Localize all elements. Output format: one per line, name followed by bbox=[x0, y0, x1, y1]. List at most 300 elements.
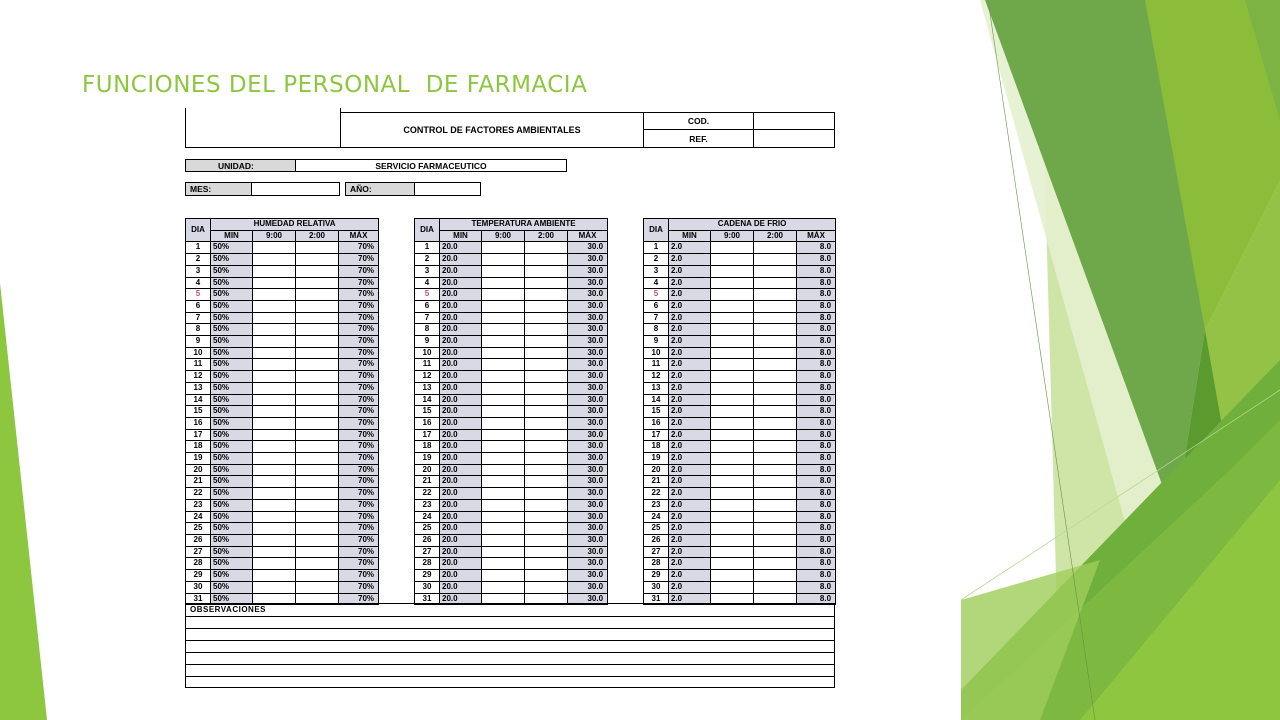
min-cell: 50% bbox=[211, 336, 253, 348]
reading-200-cell[interactable] bbox=[754, 558, 797, 570]
reading-200-cell[interactable] bbox=[754, 488, 797, 500]
observaciones-box[interactable] bbox=[185, 603, 835, 688]
min-cell: 20.0 bbox=[440, 254, 482, 266]
min-cell: 50% bbox=[211, 499, 253, 511]
day-cell: 19 bbox=[644, 453, 669, 465]
reading-200-cell[interactable] bbox=[754, 265, 797, 277]
reading-200-cell[interactable] bbox=[754, 394, 797, 406]
reading-900-cell[interactable] bbox=[482, 488, 525, 500]
reading-900-cell[interactable] bbox=[253, 570, 296, 582]
reading-900-cell[interactable] bbox=[711, 394, 754, 406]
day-cell: 6 bbox=[415, 300, 440, 312]
reading-200-cell[interactable] bbox=[754, 581, 797, 593]
reading-900-cell[interactable] bbox=[253, 254, 296, 266]
cod-value-field[interactable] bbox=[753, 112, 835, 130]
anio-field[interactable] bbox=[414, 182, 481, 196]
min-cell: 20.0 bbox=[440, 534, 482, 546]
observaciones-line bbox=[186, 628, 834, 629]
reading-200-cell[interactable] bbox=[754, 476, 797, 488]
reading-200-cell[interactable] bbox=[296, 523, 339, 535]
reading-900-cell[interactable] bbox=[253, 441, 296, 453]
min-cell: 2.0 bbox=[669, 441, 711, 453]
reading-900-cell[interactable] bbox=[253, 546, 296, 558]
reading-900-cell[interactable] bbox=[482, 511, 525, 523]
day-cell: 25 bbox=[644, 523, 669, 535]
table-row bbox=[415, 581, 608, 593]
reading-200-cell[interactable] bbox=[754, 371, 797, 383]
table-row bbox=[415, 570, 608, 582]
reading-200-cell[interactable] bbox=[525, 417, 568, 429]
reading-200-cell[interactable] bbox=[296, 371, 339, 383]
reading-900-cell[interactable] bbox=[482, 464, 525, 476]
table-row bbox=[415, 289, 608, 301]
max-header: MÁX bbox=[568, 230, 608, 242]
reading-900-cell[interactable] bbox=[482, 417, 525, 429]
min-cell: 20.0 bbox=[440, 265, 482, 277]
reading-900-cell[interactable] bbox=[482, 254, 525, 266]
reading-900-cell[interactable] bbox=[253, 406, 296, 418]
min-cell: 50% bbox=[211, 406, 253, 418]
table-row bbox=[644, 347, 836, 359]
reading-900-cell[interactable] bbox=[711, 558, 754, 570]
reading-200-cell[interactable] bbox=[525, 300, 568, 312]
reading-900-cell[interactable] bbox=[711, 254, 754, 266]
reading-900-cell[interactable] bbox=[482, 324, 525, 336]
table-row bbox=[415, 464, 608, 476]
reading-900-cell[interactable] bbox=[711, 289, 754, 301]
reading-900-cell[interactable] bbox=[482, 371, 525, 383]
max-cell: 70% bbox=[339, 464, 379, 476]
reading-200-cell[interactable] bbox=[525, 406, 568, 418]
day-cell: 31 bbox=[186, 593, 211, 605]
reading-900-cell[interactable] bbox=[711, 359, 754, 371]
reading-900-cell[interactable] bbox=[711, 371, 754, 383]
reading-900-cell[interactable] bbox=[253, 242, 296, 254]
reading-200-cell[interactable] bbox=[525, 511, 568, 523]
reading-900-cell[interactable] bbox=[711, 406, 754, 418]
day-cell: 22 bbox=[415, 488, 440, 500]
max-cell: 70% bbox=[339, 476, 379, 488]
reading-200-cell[interactable] bbox=[525, 441, 568, 453]
reading-200-cell[interactable] bbox=[525, 336, 568, 348]
reading-200-cell[interactable] bbox=[754, 382, 797, 394]
max-cell: 30.0 bbox=[568, 570, 608, 582]
reading-200-cell[interactable] bbox=[525, 382, 568, 394]
reading-200-cell[interactable] bbox=[525, 359, 568, 371]
day-cell: 19 bbox=[186, 453, 211, 465]
reading-900-cell[interactable] bbox=[253, 476, 296, 488]
max-cell: 8.0 bbox=[797, 464, 836, 476]
reading-200-cell[interactable] bbox=[296, 277, 339, 289]
reading-200-cell[interactable] bbox=[754, 453, 797, 465]
reading-200-cell[interactable] bbox=[754, 511, 797, 523]
reading-200-cell[interactable] bbox=[754, 324, 797, 336]
reading-900-cell[interactable] bbox=[482, 570, 525, 582]
table-title: CADENA DE FRIO bbox=[669, 219, 836, 231]
reading-200-cell[interactable] bbox=[525, 371, 568, 383]
reading-900-cell[interactable] bbox=[253, 453, 296, 465]
reading-900-cell[interactable] bbox=[253, 523, 296, 535]
reading-200-cell[interactable] bbox=[525, 429, 568, 441]
reading-900-cell[interactable] bbox=[482, 558, 525, 570]
reading-900-cell[interactable] bbox=[711, 277, 754, 289]
day-cell: 7 bbox=[415, 312, 440, 324]
max-cell: 30.0 bbox=[568, 476, 608, 488]
day-cell: 18 bbox=[644, 441, 669, 453]
reading-900-cell[interactable] bbox=[253, 499, 296, 511]
reading-900-cell[interactable] bbox=[711, 581, 754, 593]
day-cell: 29 bbox=[644, 570, 669, 582]
reading-200-cell[interactable] bbox=[754, 254, 797, 266]
reading-200-cell[interactable] bbox=[754, 312, 797, 324]
reading-200-cell[interactable] bbox=[754, 534, 797, 546]
reading-900-cell[interactable] bbox=[711, 511, 754, 523]
reading-900-cell[interactable] bbox=[482, 476, 525, 488]
table-row bbox=[644, 546, 836, 558]
reading-200-cell[interactable] bbox=[296, 464, 339, 476]
reading-200-cell[interactable] bbox=[754, 347, 797, 359]
day-cell: 5 bbox=[186, 289, 211, 301]
reading-900-cell[interactable] bbox=[482, 336, 525, 348]
min-cell: 20.0 bbox=[440, 312, 482, 324]
max-cell: 70% bbox=[339, 558, 379, 570]
dia-header: DIA bbox=[415, 219, 440, 242]
max-cell: 8.0 bbox=[797, 570, 836, 582]
reading-200-cell[interactable] bbox=[296, 289, 339, 301]
reading-200-cell[interactable] bbox=[754, 417, 797, 429]
reading-200-cell[interactable] bbox=[525, 289, 568, 301]
reading-900-cell[interactable] bbox=[711, 324, 754, 336]
reading-200-cell[interactable] bbox=[525, 499, 568, 511]
reading-900-cell[interactable] bbox=[253, 558, 296, 570]
min-cell: 50% bbox=[211, 289, 253, 301]
reading-200-cell[interactable] bbox=[525, 394, 568, 406]
reading-900-cell[interactable] bbox=[711, 382, 754, 394]
reading-200-cell[interactable] bbox=[525, 558, 568, 570]
day-cell: 26 bbox=[186, 534, 211, 546]
min-cell: 50% bbox=[211, 277, 253, 289]
table-row bbox=[644, 558, 836, 570]
reading-900-cell[interactable] bbox=[711, 417, 754, 429]
reading-200-cell[interactable] bbox=[296, 347, 339, 359]
reading-200-cell[interactable] bbox=[754, 277, 797, 289]
col-200-header: 2:00 bbox=[525, 230, 568, 242]
reading-900-cell[interactable] bbox=[482, 499, 525, 511]
reading-200-cell[interactable] bbox=[525, 534, 568, 546]
reading-200-cell[interactable] bbox=[296, 324, 339, 336]
reading-200-cell[interactable] bbox=[296, 382, 339, 394]
dia-header: DIA bbox=[644, 219, 669, 242]
reading-900-cell[interactable] bbox=[253, 417, 296, 429]
reading-900-cell[interactable] bbox=[482, 312, 525, 324]
reading-900-cell[interactable] bbox=[711, 488, 754, 500]
temperatura-ambiente-table bbox=[414, 218, 608, 605]
reading-900-cell[interactable] bbox=[482, 534, 525, 546]
reading-900-cell[interactable] bbox=[482, 300, 525, 312]
reading-900-cell[interactable] bbox=[253, 289, 296, 301]
observaciones-line bbox=[186, 616, 834, 617]
reading-900-cell[interactable] bbox=[711, 476, 754, 488]
table-row bbox=[415, 265, 608, 277]
reading-900-cell[interactable] bbox=[711, 441, 754, 453]
reading-200-cell[interactable] bbox=[754, 523, 797, 535]
reading-200-cell[interactable] bbox=[525, 242, 568, 254]
reading-200-cell[interactable] bbox=[754, 570, 797, 582]
day-cell: 6 bbox=[644, 300, 669, 312]
reading-900-cell[interactable] bbox=[482, 242, 525, 254]
min-cell: 20.0 bbox=[440, 289, 482, 301]
reading-900-cell[interactable] bbox=[253, 429, 296, 441]
min-cell: 2.0 bbox=[669, 347, 711, 359]
day-cell: 21 bbox=[186, 476, 211, 488]
reading-200-cell[interactable] bbox=[296, 441, 339, 453]
day-cell: 10 bbox=[644, 347, 669, 359]
reading-200-cell[interactable] bbox=[296, 581, 339, 593]
reading-200-cell[interactable] bbox=[296, 558, 339, 570]
max-cell: 70% bbox=[339, 336, 379, 348]
reading-200-cell[interactable] bbox=[296, 488, 339, 500]
day-cell: 2 bbox=[186, 254, 211, 266]
reading-200-cell[interactable] bbox=[525, 254, 568, 266]
reading-200-cell[interactable] bbox=[525, 277, 568, 289]
reading-900-cell[interactable] bbox=[482, 265, 525, 277]
reading-200-cell[interactable] bbox=[296, 300, 339, 312]
table-row bbox=[186, 324, 379, 336]
reading-900-cell[interactable] bbox=[253, 265, 296, 277]
day-cell: 30 bbox=[186, 581, 211, 593]
reading-900-cell[interactable] bbox=[253, 488, 296, 500]
table-row bbox=[644, 429, 836, 441]
table-title: TEMPERATURA AMBIENTE bbox=[440, 219, 608, 231]
min-cell: 50% bbox=[211, 324, 253, 336]
table-row bbox=[186, 300, 379, 312]
max-cell: 70% bbox=[339, 265, 379, 277]
reading-900-cell[interactable] bbox=[253, 347, 296, 359]
mes-field[interactable] bbox=[251, 182, 340, 196]
day-cell: 24 bbox=[415, 511, 440, 523]
col-900-header: 9:00 bbox=[253, 230, 296, 242]
max-cell: 30.0 bbox=[568, 499, 608, 511]
max-cell: 8.0 bbox=[797, 417, 836, 429]
day-cell: 21 bbox=[415, 476, 440, 488]
reading-200-cell[interactable] bbox=[754, 359, 797, 371]
max-cell: 70% bbox=[339, 300, 379, 312]
max-cell: 8.0 bbox=[797, 336, 836, 348]
observaciones-line bbox=[186, 640, 834, 641]
reading-900-cell[interactable] bbox=[711, 534, 754, 546]
min-cell: 50% bbox=[211, 581, 253, 593]
reading-200-cell[interactable] bbox=[525, 581, 568, 593]
reading-200-cell[interactable] bbox=[296, 570, 339, 582]
reading-900-cell[interactable] bbox=[482, 382, 525, 394]
ref-value-field[interactable] bbox=[753, 129, 835, 148]
max-cell: 30.0 bbox=[568, 254, 608, 266]
reading-200-cell[interactable] bbox=[754, 300, 797, 312]
reading-900-cell[interactable] bbox=[253, 581, 296, 593]
table-row bbox=[644, 406, 836, 418]
reading-200-cell[interactable] bbox=[296, 534, 339, 546]
max-cell: 30.0 bbox=[568, 394, 608, 406]
reading-900-cell[interactable] bbox=[253, 277, 296, 289]
reading-900-cell[interactable] bbox=[253, 371, 296, 383]
max-cell: 70% bbox=[339, 453, 379, 465]
min-cell: 2.0 bbox=[669, 417, 711, 429]
reading-900-cell[interactable] bbox=[253, 312, 296, 324]
reading-900-cell[interactable] bbox=[482, 453, 525, 465]
reading-900-cell[interactable] bbox=[711, 312, 754, 324]
max-cell: 8.0 bbox=[797, 359, 836, 371]
reading-200-cell[interactable] bbox=[525, 464, 568, 476]
min-cell: 20.0 bbox=[440, 581, 482, 593]
reading-200-cell[interactable] bbox=[296, 265, 339, 277]
max-cell: 70% bbox=[339, 546, 379, 558]
reading-200-cell[interactable] bbox=[525, 453, 568, 465]
reading-900-cell[interactable] bbox=[711, 523, 754, 535]
reading-900-cell[interactable] bbox=[253, 464, 296, 476]
reading-900-cell[interactable] bbox=[711, 453, 754, 465]
reading-900-cell[interactable] bbox=[253, 324, 296, 336]
reading-200-cell[interactable] bbox=[754, 546, 797, 558]
reading-900-cell[interactable] bbox=[253, 394, 296, 406]
table-row bbox=[415, 558, 608, 570]
table-row bbox=[186, 523, 379, 535]
min-cell: 20.0 bbox=[440, 476, 482, 488]
min-cell: 20.0 bbox=[440, 242, 482, 254]
reading-200-cell[interactable] bbox=[296, 429, 339, 441]
max-cell: 8.0 bbox=[797, 511, 836, 523]
table-row bbox=[644, 534, 836, 546]
day-cell: 15 bbox=[415, 406, 440, 418]
reading-200-cell[interactable] bbox=[525, 546, 568, 558]
col-900-header: 9:00 bbox=[711, 230, 754, 242]
reading-900-cell[interactable] bbox=[253, 359, 296, 371]
reading-200-cell[interactable] bbox=[525, 324, 568, 336]
reading-200-cell[interactable] bbox=[296, 417, 339, 429]
reading-900-cell[interactable] bbox=[253, 382, 296, 394]
reading-900-cell[interactable] bbox=[482, 441, 525, 453]
max-cell: 8.0 bbox=[797, 347, 836, 359]
table-row bbox=[415, 453, 608, 465]
day-cell: 17 bbox=[644, 429, 669, 441]
reading-200-cell[interactable] bbox=[525, 570, 568, 582]
reading-200-cell[interactable] bbox=[754, 429, 797, 441]
reading-200-cell[interactable] bbox=[525, 488, 568, 500]
table-row bbox=[644, 336, 836, 348]
reading-200-cell[interactable] bbox=[296, 312, 339, 324]
reading-900-cell[interactable] bbox=[711, 429, 754, 441]
table-row bbox=[415, 476, 608, 488]
day-cell: 20 bbox=[186, 464, 211, 476]
day-cell: 4 bbox=[644, 277, 669, 289]
reading-900-cell[interactable] bbox=[711, 546, 754, 558]
reading-900-cell[interactable] bbox=[482, 546, 525, 558]
reading-200-cell[interactable] bbox=[525, 523, 568, 535]
reading-900-cell[interactable] bbox=[253, 336, 296, 348]
reading-900-cell[interactable] bbox=[711, 347, 754, 359]
reading-900-cell[interactable] bbox=[711, 242, 754, 254]
min-cell: 50% bbox=[211, 242, 253, 254]
reading-200-cell[interactable] bbox=[754, 289, 797, 301]
day-cell: 30 bbox=[415, 581, 440, 593]
reading-900-cell[interactable] bbox=[711, 499, 754, 511]
reading-200-cell[interactable] bbox=[296, 511, 339, 523]
reading-200-cell[interactable] bbox=[296, 546, 339, 558]
reading-900-cell[interactable] bbox=[482, 394, 525, 406]
reading-900-cell[interactable] bbox=[482, 359, 525, 371]
reading-200-cell[interactable] bbox=[754, 406, 797, 418]
reading-900-cell[interactable] bbox=[482, 406, 525, 418]
reading-900-cell[interactable] bbox=[253, 534, 296, 546]
day-cell: 23 bbox=[186, 499, 211, 511]
reading-900-cell[interactable] bbox=[253, 300, 296, 312]
reading-900-cell[interactable] bbox=[482, 429, 525, 441]
reading-900-cell[interactable] bbox=[482, 523, 525, 535]
min-cell: 50% bbox=[211, 570, 253, 582]
reading-900-cell[interactable] bbox=[482, 347, 525, 359]
reading-900-cell[interactable] bbox=[482, 277, 525, 289]
table-row bbox=[415, 523, 608, 535]
day-cell: 31 bbox=[415, 593, 440, 605]
reading-200-cell[interactable] bbox=[296, 476, 339, 488]
reading-200-cell[interactable] bbox=[525, 347, 568, 359]
reading-900-cell[interactable] bbox=[711, 464, 754, 476]
table-row bbox=[415, 371, 608, 383]
reading-200-cell[interactable] bbox=[754, 441, 797, 453]
reading-900-cell[interactable] bbox=[711, 336, 754, 348]
reading-200-cell[interactable] bbox=[296, 254, 339, 266]
max-cell: 30.0 bbox=[568, 265, 608, 277]
reading-900-cell[interactable] bbox=[711, 265, 754, 277]
max-cell: 70% bbox=[339, 570, 379, 582]
min-cell: 2.0 bbox=[669, 523, 711, 535]
reading-200-cell[interactable] bbox=[525, 476, 568, 488]
day-cell: 25 bbox=[186, 523, 211, 535]
min-cell: 50% bbox=[211, 464, 253, 476]
reading-200-cell[interactable] bbox=[296, 242, 339, 254]
reading-900-cell[interactable] bbox=[253, 511, 296, 523]
reading-900-cell[interactable] bbox=[711, 300, 754, 312]
reading-200-cell[interactable] bbox=[296, 336, 339, 348]
observaciones-line bbox=[186, 676, 834, 677]
reading-900-cell[interactable] bbox=[482, 289, 525, 301]
reading-200-cell[interactable] bbox=[296, 453, 339, 465]
reading-200-cell[interactable] bbox=[296, 406, 339, 418]
reading-200-cell[interactable] bbox=[754, 336, 797, 348]
max-cell: 30.0 bbox=[568, 324, 608, 336]
reading-200-cell[interactable] bbox=[296, 394, 339, 406]
min-cell: 2.0 bbox=[669, 593, 711, 605]
min-cell: 50% bbox=[211, 429, 253, 441]
col-200-header: 2:00 bbox=[754, 230, 797, 242]
day-cell: 10 bbox=[186, 347, 211, 359]
reading-900-cell[interactable] bbox=[482, 581, 525, 593]
reading-200-cell[interactable] bbox=[754, 464, 797, 476]
reading-200-cell[interactable] bbox=[754, 242, 797, 254]
day-cell: 8 bbox=[644, 324, 669, 336]
max-cell: 8.0 bbox=[797, 254, 836, 266]
reading-200-cell[interactable] bbox=[754, 499, 797, 511]
reading-200-cell[interactable] bbox=[525, 312, 568, 324]
reading-200-cell[interactable] bbox=[296, 499, 339, 511]
reading-900-cell[interactable] bbox=[711, 570, 754, 582]
day-cell: 18 bbox=[415, 441, 440, 453]
min-cell: 2.0 bbox=[669, 464, 711, 476]
max-cell: 70% bbox=[339, 406, 379, 418]
reading-200-cell[interactable] bbox=[525, 265, 568, 277]
max-cell: 8.0 bbox=[797, 242, 836, 254]
reading-200-cell[interactable] bbox=[296, 359, 339, 371]
max-cell: 8.0 bbox=[797, 499, 836, 511]
